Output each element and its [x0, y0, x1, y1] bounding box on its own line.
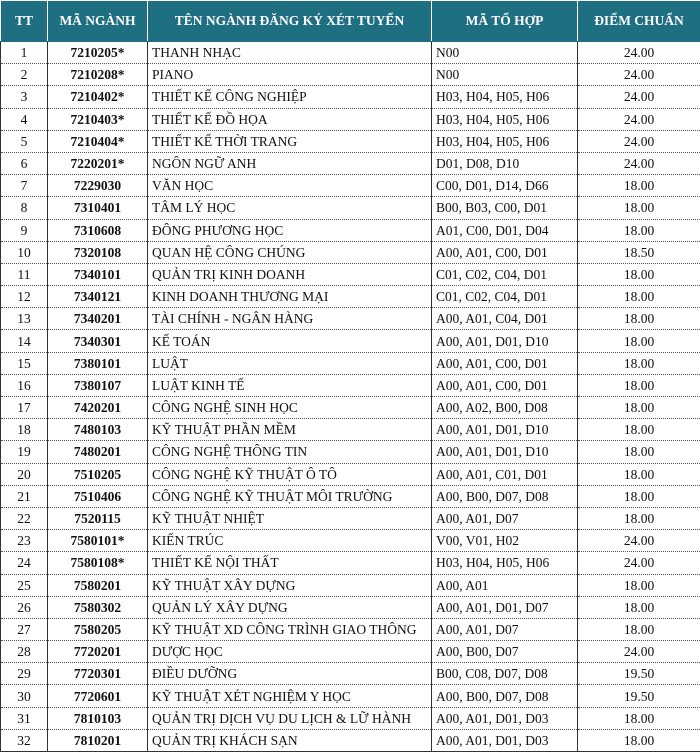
cell-diem-chuan: 18.00: [578, 286, 700, 308]
cell-ten-nganh: VĂN HỌC: [148, 175, 432, 197]
table-row: [1, 64, 700, 86]
cell-ma-nganh: 7210402*: [48, 86, 148, 108]
table-row: [1, 308, 700, 330]
cell-tt: 10: [1, 241, 48, 263]
cell-ten-nganh: QUẢN TRỊ KHÁCH SẠN: [148, 729, 432, 751]
table-row: [1, 219, 700, 241]
cell-ten-nganh: PIANO: [148, 64, 432, 86]
cell-ma-to-hop: A00, A01, D07: [432, 618, 578, 640]
cell-diem-chuan: 18.00: [578, 197, 700, 219]
cell-diem-chuan: 18.00: [578, 397, 700, 419]
cell-ma-nganh: 7510205: [48, 463, 148, 485]
cell-ten-nganh: THIẾT KẾ THỜI TRANG: [148, 130, 432, 152]
cell-diem-chuan: 24.00: [578, 130, 700, 152]
table-row: [1, 286, 700, 308]
cell-diem-chuan: 24.00: [578, 108, 700, 130]
cell-ma-to-hop: A00, A01, C00, D01: [432, 241, 578, 263]
cell-ma-nganh: 7580108*: [48, 552, 148, 574]
cell-ma-nganh: 7340101: [48, 263, 148, 285]
cell-ten-nganh: THIẾT KẾ ĐỒ HỌA: [148, 108, 432, 130]
table-row: [1, 618, 700, 640]
cell-ma-to-hop: C01, C02, C04, D01: [432, 286, 578, 308]
cell-diem-chuan: 24.00: [578, 86, 700, 108]
cell-tt: 24: [1, 552, 48, 574]
cell-tt: 17: [1, 397, 48, 419]
cell-ma-nganh: 7420201: [48, 397, 148, 419]
cell-diem-chuan: 18.00: [578, 596, 700, 618]
cell-tt: 29: [1, 663, 48, 685]
cell-ma-nganh: 7210205*: [48, 42, 148, 64]
table-row: [1, 485, 700, 507]
table-row: [1, 685, 700, 707]
header-ma-to-hop: MÃ TỔ HỢP: [432, 1, 578, 42]
header-ma-nganh: MÃ NGÀNH: [48, 1, 148, 42]
cell-ma-nganh: 7229030: [48, 175, 148, 197]
cell-ma-nganh: 7810201: [48, 729, 148, 751]
cell-ma-to-hop: H03, H04, H05, H06: [432, 108, 578, 130]
table-row: [1, 352, 700, 374]
table-row: [1, 397, 700, 419]
table-row: [1, 463, 700, 485]
cell-ma-to-hop: B00, C08, D07, D08: [432, 663, 578, 685]
cell-ma-to-hop: A00, A01, C04, D01: [432, 308, 578, 330]
cell-ma-to-hop: V00, V01, H02: [432, 530, 578, 552]
cell-tt: 21: [1, 485, 48, 507]
cell-ma-nganh: 7480103: [48, 419, 148, 441]
cell-tt: 9: [1, 219, 48, 241]
cell-ten-nganh: CÔNG NGHỆ KỸ THUẬT Ô TÔ: [148, 463, 432, 485]
cell-diem-chuan: 24.00: [578, 641, 700, 663]
cell-diem-chuan: 18.00: [578, 463, 700, 485]
table-row: [1, 707, 700, 729]
table-row: [1, 574, 700, 596]
cell-ma-to-hop: A00, A01, C00, D01: [432, 374, 578, 396]
cell-ten-nganh: TÀI CHÍNH - NGÂN HÀNG: [148, 308, 432, 330]
cell-ma-nganh: 7510406: [48, 485, 148, 507]
cell-diem-chuan: 18.00: [578, 729, 700, 751]
cell-ten-nganh: ĐIỀU DƯỠNG: [148, 663, 432, 685]
cell-ma-nganh: 7580302: [48, 596, 148, 618]
table-row: [1, 130, 700, 152]
cell-ma-nganh: 7580101*: [48, 530, 148, 552]
cell-tt: 30: [1, 685, 48, 707]
cell-ten-nganh: THANH NHẠC: [148, 42, 432, 64]
cell-tt: 28: [1, 641, 48, 663]
cell-diem-chuan: 18.00: [578, 330, 700, 352]
cell-ma-nganh: 7520115: [48, 507, 148, 529]
cell-ten-nganh: TÂM LÝ HỌC: [148, 197, 432, 219]
cell-ma-nganh: 7210404*: [48, 130, 148, 152]
cell-ma-nganh: 7720601: [48, 685, 148, 707]
cell-ma-nganh: 7380101: [48, 352, 148, 374]
cell-ma-to-hop: A00, A01, D01, D10: [432, 330, 578, 352]
cell-ten-nganh: THIẾT KẾ CÔNG NGHIỆP: [148, 86, 432, 108]
cell-ten-nganh: LUẬT KINH TẾ: [148, 374, 432, 396]
cell-tt: 22: [1, 507, 48, 529]
cell-ten-nganh: LUẬT: [148, 352, 432, 374]
cell-diem-chuan: 24.00: [578, 152, 700, 174]
cell-diem-chuan: 24.00: [578, 42, 700, 64]
cell-tt: 7: [1, 175, 48, 197]
cell-tt: 16: [1, 374, 48, 396]
table-row: [1, 663, 700, 685]
cell-tt: 13: [1, 308, 48, 330]
cell-ma-nganh: 7220201*: [48, 152, 148, 174]
cell-ten-nganh: ĐÔNG PHƯƠNG HỌC: [148, 219, 432, 241]
cell-ma-to-hop: A00, B00, D07, D08: [432, 485, 578, 507]
cell-ten-nganh: KỸ THUẬT NHIỆT: [148, 507, 432, 529]
cell-ten-nganh: QUẢN TRỊ DỊCH VỤ DU LỊCH & LỮ HÀNH: [148, 707, 432, 729]
cell-tt: 3: [1, 86, 48, 108]
cell-ma-nganh: 7720201: [48, 641, 148, 663]
cell-tt: 6: [1, 152, 48, 174]
cell-tt: 23: [1, 530, 48, 552]
cell-diem-chuan: 18.00: [578, 507, 700, 529]
table-header: [1, 1, 700, 42]
cell-tt: 14: [1, 330, 48, 352]
cell-diem-chuan: 18.50: [578, 241, 700, 263]
cell-ma-to-hop: C00, D01, D14, D66: [432, 175, 578, 197]
table-body: [1, 42, 700, 752]
header-tt: TT: [1, 1, 48, 42]
cell-ma-to-hop: A00, A02, B00, D08: [432, 397, 578, 419]
cell-diem-chuan: 18.00: [578, 574, 700, 596]
cell-diem-chuan: 18.00: [578, 308, 700, 330]
cell-ma-to-hop: A00, A01, D01, D07: [432, 596, 578, 618]
table-row: [1, 507, 700, 529]
cell-ma-nganh: 7310608: [48, 219, 148, 241]
cell-tt: 31: [1, 707, 48, 729]
table-row: [1, 530, 700, 552]
header-row: [1, 1, 700, 42]
header-ten-nganh: TÊN NGÀNH ĐĂNG KÝ XÉT TUYỂN: [148, 1, 432, 42]
cell-ten-nganh: THIẾT KẾ NỘI THẤT: [148, 552, 432, 574]
cell-ma-nganh: 7720301: [48, 663, 148, 685]
cell-ma-to-hop: H03, H04, H05, H06: [432, 86, 578, 108]
cell-diem-chuan: 18.00: [578, 175, 700, 197]
cell-ten-nganh: KỸ THUẬT XD CÔNG TRÌNH GIAO THÔNG: [148, 618, 432, 640]
cell-tt: 25: [1, 574, 48, 596]
cell-ma-to-hop: A00, A01, D01, D03: [432, 729, 578, 751]
table-row: [1, 374, 700, 396]
cell-diem-chuan: 18.00: [578, 374, 700, 396]
cell-tt: 15: [1, 352, 48, 374]
cell-tt: 20: [1, 463, 48, 485]
cell-ma-nganh: 7340301: [48, 330, 148, 352]
cell-ma-nganh: 7310401: [48, 197, 148, 219]
cell-ma-to-hop: N00: [432, 64, 578, 86]
cell-diem-chuan: 24.00: [578, 552, 700, 574]
cell-ma-nganh: 7580205: [48, 618, 148, 640]
cell-ma-nganh: 7210208*: [48, 64, 148, 86]
table-row: [1, 596, 700, 618]
cell-ten-nganh: QUAN HỆ CÔNG CHÚNG: [148, 241, 432, 263]
cell-ma-nganh: 7580201: [48, 574, 148, 596]
cell-ma-to-hop: H03, H04, H05, H06: [432, 552, 578, 574]
cell-ma-to-hop: A00, B00, D07: [432, 641, 578, 663]
cell-ten-nganh: CÔNG NGHỆ SINH HỌC: [148, 397, 432, 419]
cell-ten-nganh: KỸ THUẬT PHẦN MỀM: [148, 419, 432, 441]
table-row: [1, 729, 700, 751]
cell-tt: 8: [1, 197, 48, 219]
cell-tt: 12: [1, 286, 48, 308]
cell-ma-to-hop: H03, H04, H05, H06: [432, 130, 578, 152]
cell-ma-to-hop: A00, A01, C01, D01: [432, 463, 578, 485]
cell-tt: 26: [1, 596, 48, 618]
cell-ma-nganh: 7210403*: [48, 108, 148, 130]
cell-diem-chuan: 18.00: [578, 352, 700, 374]
cell-ma-to-hop: A00, A01, D01, D10: [432, 441, 578, 463]
cell-ma-to-hop: C01, C02, C04, D01: [432, 263, 578, 285]
cell-ten-nganh: DƯỢC HỌC: [148, 641, 432, 663]
cell-diem-chuan: 18.00: [578, 618, 700, 640]
cell-tt: 1: [1, 42, 48, 64]
table-row: [1, 330, 700, 352]
cell-ma-nganh: 7380107: [48, 374, 148, 396]
cell-tt: 32: [1, 729, 48, 751]
cell-ten-nganh: QUẢN LÝ XÂY DỰNG: [148, 596, 432, 618]
cell-ten-nganh: NGÔN NGỮ ANH: [148, 152, 432, 174]
cell-ten-nganh: QUẢN TRỊ KINH DOANH: [148, 263, 432, 285]
cell-diem-chuan: 18.00: [578, 485, 700, 507]
cell-diem-chuan: 18.00: [578, 219, 700, 241]
cell-tt: 11: [1, 263, 48, 285]
table-row: [1, 419, 700, 441]
cell-ma-nganh: 7480201: [48, 441, 148, 463]
cell-ma-nganh: 7320108: [48, 241, 148, 263]
cell-diem-chuan: 18.00: [578, 263, 700, 285]
header-diem-chuan: ĐIỂM CHUẨN: [578, 1, 700, 42]
cell-ma-nganh: 7340201: [48, 308, 148, 330]
cell-tt: 19: [1, 441, 48, 463]
cell-ten-nganh: CÔNG NGHỆ THÔNG TIN: [148, 441, 432, 463]
table-row: [1, 263, 700, 285]
table-row: [1, 241, 700, 263]
table-row: [1, 108, 700, 130]
cell-ten-nganh: KỸ THUẬT XÉT NGHIỆM Y HỌC: [148, 685, 432, 707]
cell-ma-to-hop: A01, C00, D01, D04: [432, 219, 578, 241]
table-row: [1, 641, 700, 663]
table-row: [1, 42, 700, 64]
cell-ma-to-hop: A00, A01, C00, D01: [432, 352, 578, 374]
cell-ma-to-hop: A00, A01, D01, D03: [432, 707, 578, 729]
cell-ma-to-hop: N00: [432, 42, 578, 64]
cell-tt: 18: [1, 419, 48, 441]
table-row: [1, 552, 700, 574]
table-row: [1, 197, 700, 219]
cell-ma-to-hop: A00, B00, D07, D08: [432, 685, 578, 707]
cell-tt: 4: [1, 108, 48, 130]
cell-ten-nganh: KINH DOANH THƯƠNG MẠI: [148, 286, 432, 308]
cell-ma-to-hop: A00, A01: [432, 574, 578, 596]
cell-diem-chuan: 24.00: [578, 64, 700, 86]
cell-diem-chuan: 18.00: [578, 441, 700, 463]
cell-ma-to-hop: D01, D08, D10: [432, 152, 578, 174]
cell-diem-chuan: 19.50: [578, 685, 700, 707]
cell-ma-to-hop: B00, B03, C00, D01: [432, 197, 578, 219]
cell-ten-nganh: KỸ THUẬT XÂY DỰNG: [148, 574, 432, 596]
table-row: [1, 86, 700, 108]
cell-tt: 2: [1, 64, 48, 86]
table-row: [1, 175, 700, 197]
cell-tt: 27: [1, 618, 48, 640]
cell-diem-chuan: 24.00: [578, 530, 700, 552]
cell-ten-nganh: CÔNG NGHỆ KỸ THUẬT MÔI TRƯỜNG: [148, 485, 432, 507]
table-row: [1, 152, 700, 174]
cell-diem-chuan: 18.00: [578, 419, 700, 441]
cell-ma-nganh: 7810103: [48, 707, 148, 729]
cell-ma-to-hop: A00, A01, D01, D10: [432, 419, 578, 441]
cell-diem-chuan: 18.00: [578, 707, 700, 729]
cell-ten-nganh: KẾ TOÁN: [148, 330, 432, 352]
cell-diem-chuan: 19.50: [578, 663, 700, 685]
cell-ten-nganh: KIẾN TRÚC: [148, 530, 432, 552]
table-row: [1, 441, 700, 463]
cell-ma-to-hop: A00, A01, D07: [432, 507, 578, 529]
cell-tt: 5: [1, 130, 48, 152]
cell-ma-nganh: 7340121: [48, 286, 148, 308]
